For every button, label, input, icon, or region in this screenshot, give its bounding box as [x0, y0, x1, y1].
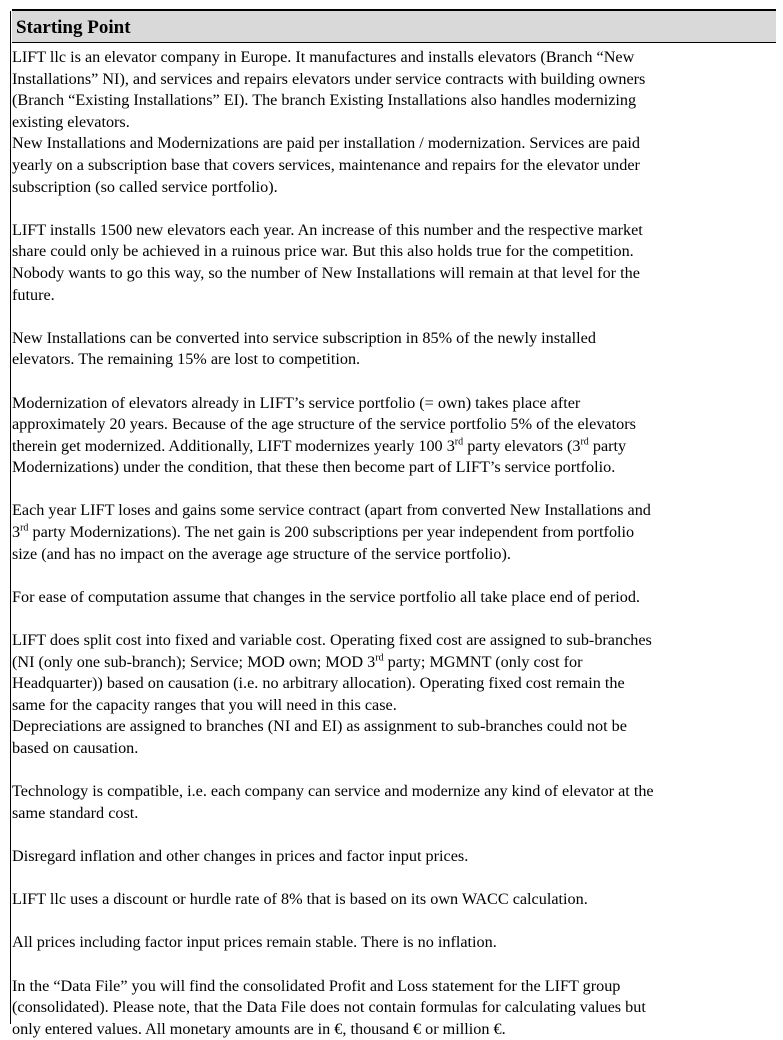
left-border-rule [10, 11, 11, 1024]
text-run: party Modernizations). The net gain is 200 subscriptions per year independent from portfolio [28, 523, 635, 542]
text-run: 3 [12, 523, 21, 542]
text-line: yearly on a subscription base that covers services, maintenance and repairs for the elevator under [12, 155, 640, 174]
text-line: Headquarter)) based on causation (i.e. no arbitrary allocation). Operating fixed cost remain the [12, 674, 625, 693]
text-line: only entered values. All monetary amounts are in €, thousand € or million €. [12, 1019, 506, 1038]
text-line: future. [12, 285, 55, 304]
document-body [12, 47, 752, 1040]
text-line: Disregard inflation and other changes in prices and factor input prices. [12, 846, 469, 865]
text-line: elevators. The remaining 15% are lost to competition. [12, 350, 361, 369]
text-line: same standard cost. [12, 803, 139, 822]
section-header-bar [12, 9, 776, 43]
text-line: based on causation. [12, 739, 139, 757]
text-line: LIFT installs 1500 new elevators each year. An increase of this number and the respective market [12, 220, 643, 239]
superscript: rd [375, 652, 384, 664]
text-line: LIFT does split cost into fixed and variable cost. Operating fixed cost are assigned to sub-branches [12, 631, 652, 650]
text-line [12, 652, 752, 674]
text-line: All prices including factor input prices remain stable. There is no inflation. [12, 933, 497, 952]
paragraph-prices-stable [12, 932, 752, 954]
text-line: (consolidated). Please note, that the Data File does not contain formulas for calculating values but [12, 998, 646, 1017]
section-title: Starting Point [16, 17, 131, 38]
text-line: Modernizations) under the condition, that these then become part of LIFT’s service portfolio. [12, 458, 616, 477]
text-line: size (and has no impact on the average age structure of the service portfolio). [12, 544, 511, 563]
text-line: Depreciations are assigned to branches (NI and EI) as assignment to sub-branches could not be [12, 717, 627, 736]
text-line: LIFT llc is an elevator company in Europe. It manufactures and installs elevators (Branch “New [12, 48, 635, 66]
text-line: In the “Data File” you will find the consolidated Profit and Loss statement for the LIFT group [12, 976, 621, 995]
text-line: same for the capacity ranges that you will need in this case. [12, 695, 397, 714]
paragraph-disregard-inflation [12, 846, 752, 868]
paragraph-end-of-period [12, 587, 752, 609]
text-run: (NI (only one sub-branch); Service; MOD own; MOD 3 [12, 652, 376, 671]
paragraph-installations [12, 220, 752, 306]
paragraph-intro [12, 47, 752, 198]
text-line: New Installations can be converted into service subscription in 85% of the newly installed [12, 328, 596, 347]
paragraph-conversion [12, 328, 752, 371]
text-line: Technology is compatible, i.e. each company can service and modernize any kind of elevator at the [12, 782, 654, 801]
text-line: Installations” NI), and services and repairs elevators under service contracts with building owners [12, 69, 646, 88]
text-line: approximately 20 years. Because of the age structure of the service portfolio 5% of the elevators [12, 415, 636, 434]
paragraph-cost-split [12, 630, 752, 760]
paragraph-net-gain [12, 500, 752, 565]
text-line: (Branch “Existing Installations” EI). The branch Existing Installations also handles modernizing [12, 91, 637, 110]
text-run: therein get modernized. Additionally, LIFT modernizes yearly 100 3 [12, 436, 455, 455]
text-run: party [588, 436, 627, 455]
text-line: For ease of computation assume that changes in the service portfolio all take place end of period. [12, 587, 640, 606]
text-run: party elevators (3 [463, 436, 581, 455]
superscript: rd [580, 436, 589, 448]
text-line: subscription (so called service portfolio). [12, 177, 278, 196]
text-line: New Installations and Modernizations are paid per installation / modernization. Services are paid [12, 134, 640, 153]
superscript: rd [20, 522, 29, 534]
paragraph-discount-rate [12, 889, 752, 911]
text-run: party; MGMNT (only cost for [383, 652, 583, 671]
text-line: Nobody wants to go this way, so the number of New Installations will remain at that level for the [12, 263, 640, 282]
paragraph-modernization [12, 393, 752, 479]
text-line [12, 522, 752, 544]
text-line [12, 436, 752, 458]
paragraph-technology [12, 781, 752, 824]
text-line: LIFT llc uses a discount or hurdle rate of 8% that is based on its own WACC calculation. [12, 890, 588, 909]
text-line: Each year LIFT loses and gains some service contract (apart from converted New Installations and [12, 501, 651, 520]
text-line: share could only be achieved in a ruinous price war. But this also holds true for the competition. [12, 242, 634, 261]
text-line: Modernization of elevators already in LIFT’s service portfolio (= own) takes place after [12, 393, 581, 412]
paragraph-data-file [12, 976, 752, 1040]
superscript: rd [454, 436, 464, 448]
text-line: existing elevators. [12, 112, 130, 131]
